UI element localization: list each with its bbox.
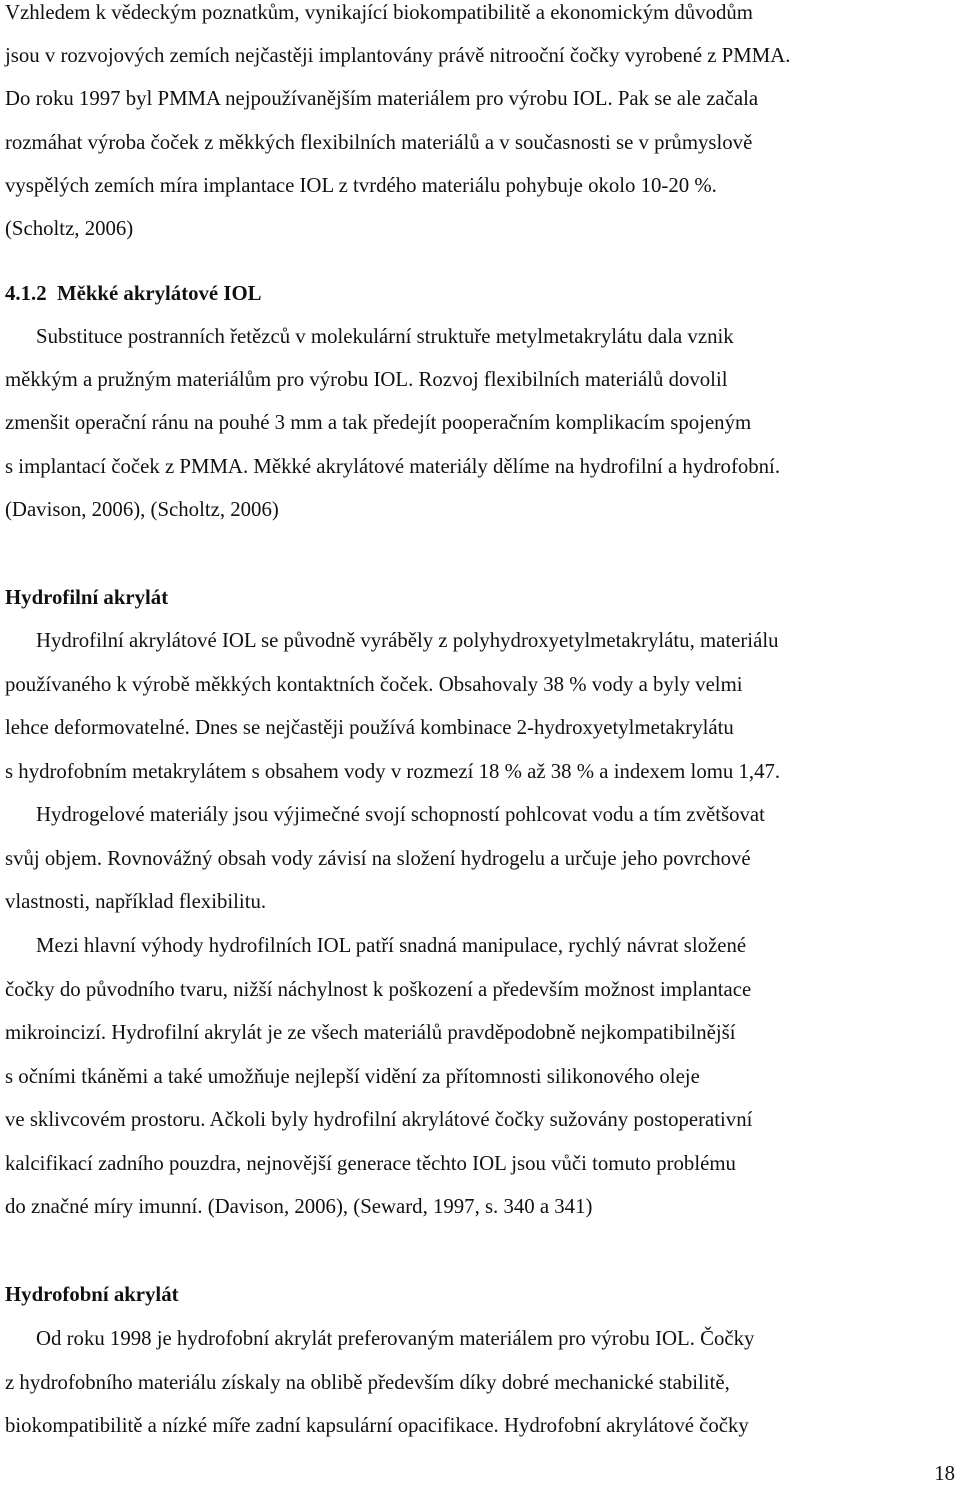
citation: (Davison, 2006), (Scholtz, 2006) <box>5 498 279 521</box>
paragraph-line: vlastnosti, například flexibilitu. <box>5 890 267 913</box>
section-heading <box>5 281 262 307</box>
section-number: 4.1.2 <box>5 282 47 305</box>
paragraph-line: svůj objem. Rovnovážný obsah vody závisí na složení hydrogelu a určuje jeho povrchové <box>5 847 751 870</box>
paragraph-line: biokompatibilitě a nízké míře zadní kapsulární opacifikace. Hydrofobní akrylátové čočky <box>5 1414 749 1437</box>
paragraph-line: lehce deformovatelné. Dnes se nejčastěji používá kombinace 2-hydroxyetylmetakrylátu <box>5 716 734 739</box>
paragraph-line: kalcifikací zadního pouzdra, nejnovější generace těchto IOL jsou vůči tomuto problému <box>5 1152 736 1175</box>
paragraph-line: s implantací čoček z PMMA. Měkké akrylátové materiály dělíme na hydrofilní a hydrofobní. <box>5 455 781 478</box>
paragraph-line: vyspělých zemích míra implantace IOL z tvrdého materiálu pohybuje okolo 10-20 %. <box>5 174 717 197</box>
citation: (Scholtz, 2006) <box>5 217 134 240</box>
paragraph-line: ve sklivcovém prostoru. Ačkoli byly hydrofilní akrylátové čočky sužovány postoperativní <box>5 1108 753 1131</box>
paragraph-line: mikroincizí. Hydrofilní akrylát je ze všech materiálů pravděpodobně nejkompatibilnější <box>5 1021 736 1044</box>
paragraph-line: Hydrofilní akrylátové IOL se původně vyráběly z polyhydroxyetylmetakrylátu, materiálu <box>36 629 779 652</box>
paragraph-line: Vzhledem k vědeckým poznatkům, vynikající biokompatibilitě a ekonomickým důvodům <box>5 1 753 24</box>
paragraph-line: Od roku 1998 je hydrofobní akrylát preferovaným materiálem pro výrobu IOL. Čočky <box>36 1327 755 1350</box>
subsection-heading: Hydrofilní akrylát <box>5 586 169 609</box>
document-page <box>5 0 960 1487</box>
paragraph-line: jsou v rozvojových zemích nejčastěji implantovány právě nitrooční čočky vyrobené z PMMA. <box>5 44 791 67</box>
paragraph-line: Do roku 1997 byl PMMA nejpoužívanějším materiálem pro výrobu IOL. Pak se ale začala <box>5 87 759 110</box>
paragraph-line: z hydrofobního materiálu získaly na oblibě především díky dobré mechanické stabilitě, <box>5 1371 730 1394</box>
page-number: 18 <box>934 1462 955 1485</box>
paragraph-line: Substituce postranních řetězců v molekulární struktuře metylmetakrylátu dala vznik <box>36 325 734 348</box>
paragraph-line: do značné míry imunní. (Davison, 2006), (Seward, 1997, s. 340 a 341) <box>5 1195 593 1218</box>
paragraph-line: s očními tkáněmi a také umožňuje nejlepší vidění za přítomnosti silikonového oleje <box>5 1065 700 1088</box>
section-title: Měkké akrylátové IOL <box>57 282 262 305</box>
paragraph-line: rozmáhat výroba čoček z měkkých flexibilních materiálů a v současnosti se v průmyslově <box>5 131 753 154</box>
paragraph-line: používaného k výrobě měkkých kontaktních čoček. Obsahovaly 38 % vody a byly velmi <box>5 673 743 696</box>
paragraph-line: Mezi hlavní výhody hydrofilních IOL patří snadná manipulace, rychlý návrat složené <box>36 934 747 957</box>
paragraph-line: zmenšit operační ránu na pouhé 3 mm a tak předejít pooperačním komplikacím spojeným <box>5 411 752 434</box>
paragraph-line: čočky do původního tvaru, nižší náchylnost k poškození a především možnost implantace <box>5 978 752 1001</box>
subsection-heading: Hydrofobní akrylát <box>5 1283 179 1306</box>
paragraph-line: měkkým a pružným materiálům pro výrobu IOL. Rozvoj flexibilních materiálů dovolil <box>5 368 728 391</box>
paragraph-line: s hydrofobním metakrylátem s obsahem vody v rozmezí 18 % až 38 % a indexem lomu 1,47. <box>5 760 781 783</box>
paragraph-line: Hydrogelové materiály jsou výjimečné svojí schopností pohlcovat vodu a tím zvětšovat <box>36 803 765 826</box>
